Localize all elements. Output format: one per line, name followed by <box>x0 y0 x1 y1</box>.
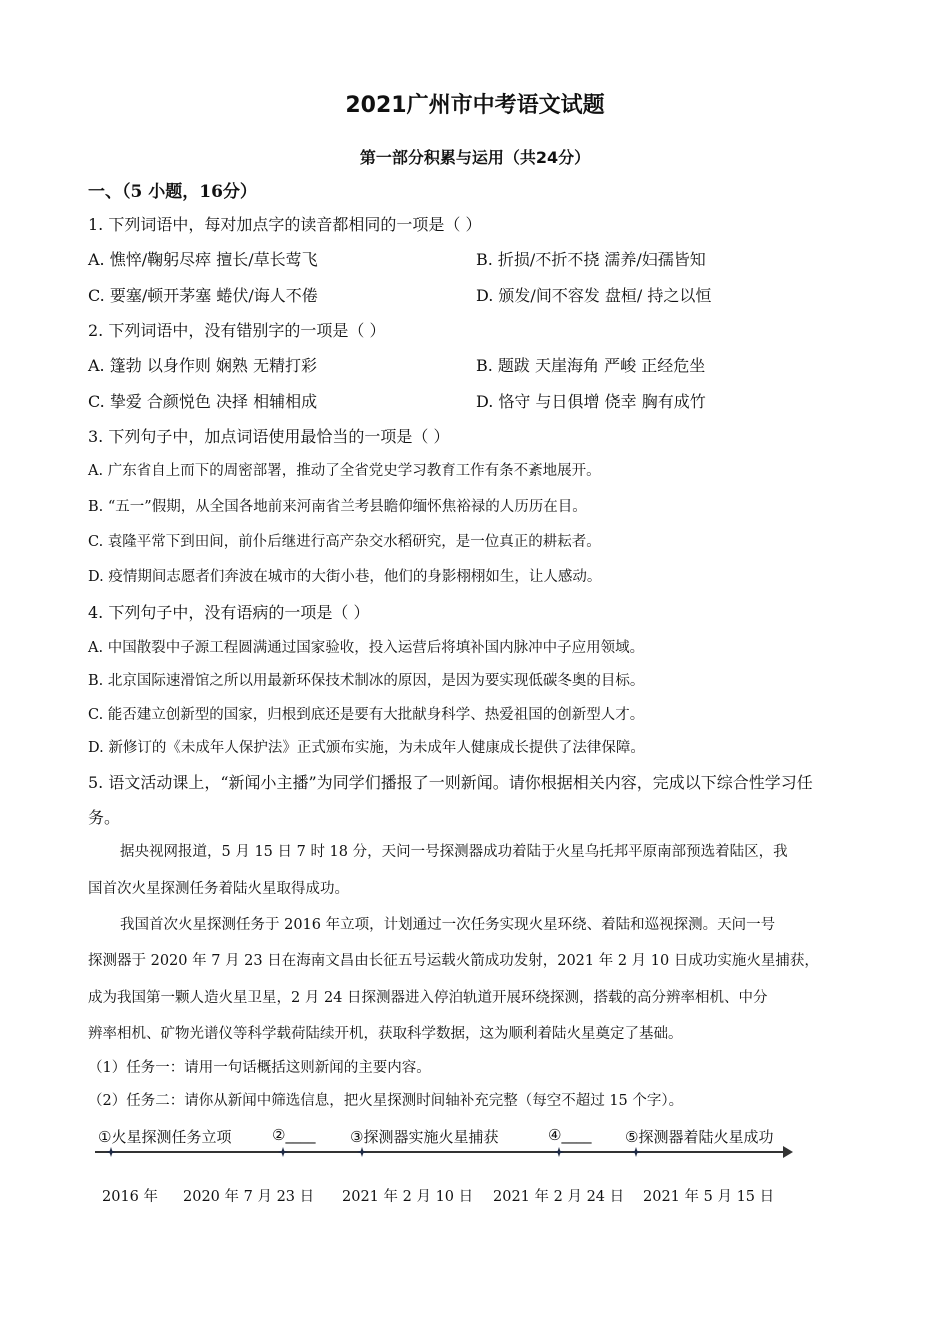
timeline-arrow-icon <box>783 1146 793 1158</box>
timeline-label-2: ②____ <box>272 1126 316 1144</box>
q1-option-b: B. 折损/不折不挠 濡养/妇孺皆知 <box>476 250 706 269</box>
timeline-node-2 <box>278 1147 288 1157</box>
q2-option-c: C. 挚爱 合颜悦色 决择 相辅相成 <box>88 392 318 411</box>
timeline-axis <box>95 1151 785 1153</box>
timeline-date-1: 2016 年 <box>102 1189 159 1205</box>
q3-option-b: B. “五一”假期，从全国各地前来河南省兰考县瞻仰缅怀焦裕禄的人历历在目。 <box>88 499 587 515</box>
task-2: （2）任务二：请你从新闻中筛选信息，把火星探测时间轴补充完整（每空不超过 15 个字）。 <box>88 1093 684 1109</box>
task-1: （1）任务一：请用一句话概括这则新闻的主要内容。 <box>88 1060 431 1076</box>
q3-option-c: C. 袁隆平常下到田间，前仆后继进行高产杂交水稻研究，是一位真正的耕耘者。 <box>88 534 601 550</box>
timeline-label-4: ④____ <box>548 1126 592 1144</box>
news-paragraph-1-line1: 据央视网报道，5 月 15 日 7 时 18 分，天问一号探测器成功着陆于火星乌托邦平原南部预选着陆区，我 <box>120 844 788 860</box>
q5-stem-line2: 务。 <box>88 808 121 827</box>
q1-option-c: C. 要塞/顿开茅塞 蜷伏/诲人不倦 <box>88 286 318 305</box>
q3-option-a: A. 广东省自上而下的周密部署，推动了全省党史学习教育工作有条不紊地展开。 <box>88 463 601 479</box>
q2-option-b: B. 题跋 天崖海角 严峻 正经危坐 <box>476 356 706 375</box>
q2-stem: 2. 下列词语中，没有错别字的一项是（ ） <box>88 321 386 340</box>
q4-option-a: A. 中国散裂中子源工程圆满通过国家验收，投入运营后将填补国内脉冲中子应用领域。 <box>88 640 645 656</box>
timeline-date-2: 2020 年 7 月 23 日 <box>183 1189 315 1205</box>
q5-stem-line1: 5. 语文活动课上，“新闻小主播”为同学们播报了一则新闻。请你根据相关内容，完成以下综合性学习任 <box>88 773 813 792</box>
timeline-node-3 <box>357 1147 367 1157</box>
news-paragraph-1-line2: 国首次火星探测任务着陆火星取得成功。 <box>88 881 349 897</box>
part-heading: 第一部分积累与运用（共24分） <box>359 148 591 167</box>
page-title: 2021广州市中考语文试题 <box>345 93 605 118</box>
timeline-label-1: ①火星探测任务立项 <box>98 1128 232 1146</box>
q3-stem: 3. 下列句子中，加点词语使用最恰当的一项是（ ） <box>88 427 450 446</box>
q4-option-c: C. 能否建立创新型的国家，归根到底还是要有大批献身科学、热爱祖国的创新型人才。 <box>88 707 645 723</box>
q4-stem: 4. 下列句子中，没有语病的一项是（ ） <box>88 603 370 622</box>
news-paragraph-2-line1: 我国首次火星探测任务于 2016 年立项，计划通过一次任务实现火星环绕、着陆和巡视探测。天问一号 <box>120 917 776 933</box>
q1-stem: 1. 下列词语中，每对加点字的读音都相同的一项是（ ） <box>88 215 482 234</box>
news-paragraph-2-line3: 成为我国第一颗人造火星卫星，2 月 24 日探测器进入停泊轨道开展环绕探测，搭载的高分辨率相机、中分 <box>88 990 768 1006</box>
q2-option-a: A. 篷勃 以身作则 娴熟 无精打彩 <box>88 356 317 375</box>
timeline-date-3: 2021 年 2 月 10 日 <box>342 1189 474 1205</box>
timeline-date-4: 2021 年 2 月 24 日 <box>493 1189 625 1205</box>
q2-option-d: D. 恪守 与日俱增 侥幸 胸有成竹 <box>476 392 706 411</box>
section-heading: 一、（5 小题，16分） <box>88 182 257 202</box>
timeline-label-3: ③探测器实施火星捕获 <box>350 1128 499 1146</box>
timeline-node-4 <box>554 1147 564 1157</box>
timeline-date-5: 2021 年 5 月 15 日 <box>643 1189 775 1205</box>
q4-option-d: D. 新修订的《未成年人保护法》正式颁布实施，为未成年人健康成长提供了法律保障。 <box>88 740 645 756</box>
news-paragraph-2-line2: 探测器于 2020 年 7 月 23 日在海南文昌由长征五号运载火箭成功发射，2021 年 2 月 10 日成功实施火星捕获， <box>88 953 819 969</box>
q1-option-d: D. 颁发/间不容发 盘桓/ 持之以恒 <box>476 286 712 305</box>
timeline-node-1 <box>106 1147 116 1157</box>
timeline-label-5: ⑤探测器着陆火星成功 <box>625 1128 774 1146</box>
q1-option-a: A. 憔悴/鞠躬尽瘁 擅长/草长莺飞 <box>88 250 318 269</box>
news-paragraph-2-line4: 辨率相机、矿物光谱仪等科学载荷陆续开机，获取科学数据，这为顺利着陆火星奠定了基础。 <box>88 1026 683 1042</box>
timeline-node-5 <box>631 1147 641 1157</box>
q3-option-d: D. 疫情期间志愿者们奔波在城市的大街小巷，他们的身影栩栩如生，让人感动。 <box>88 569 602 585</box>
q4-option-b: B. 北京国际速滑馆之所以用最新环保技术制冰的原因，是因为要实现低碳冬奥的目标。 <box>88 673 645 689</box>
